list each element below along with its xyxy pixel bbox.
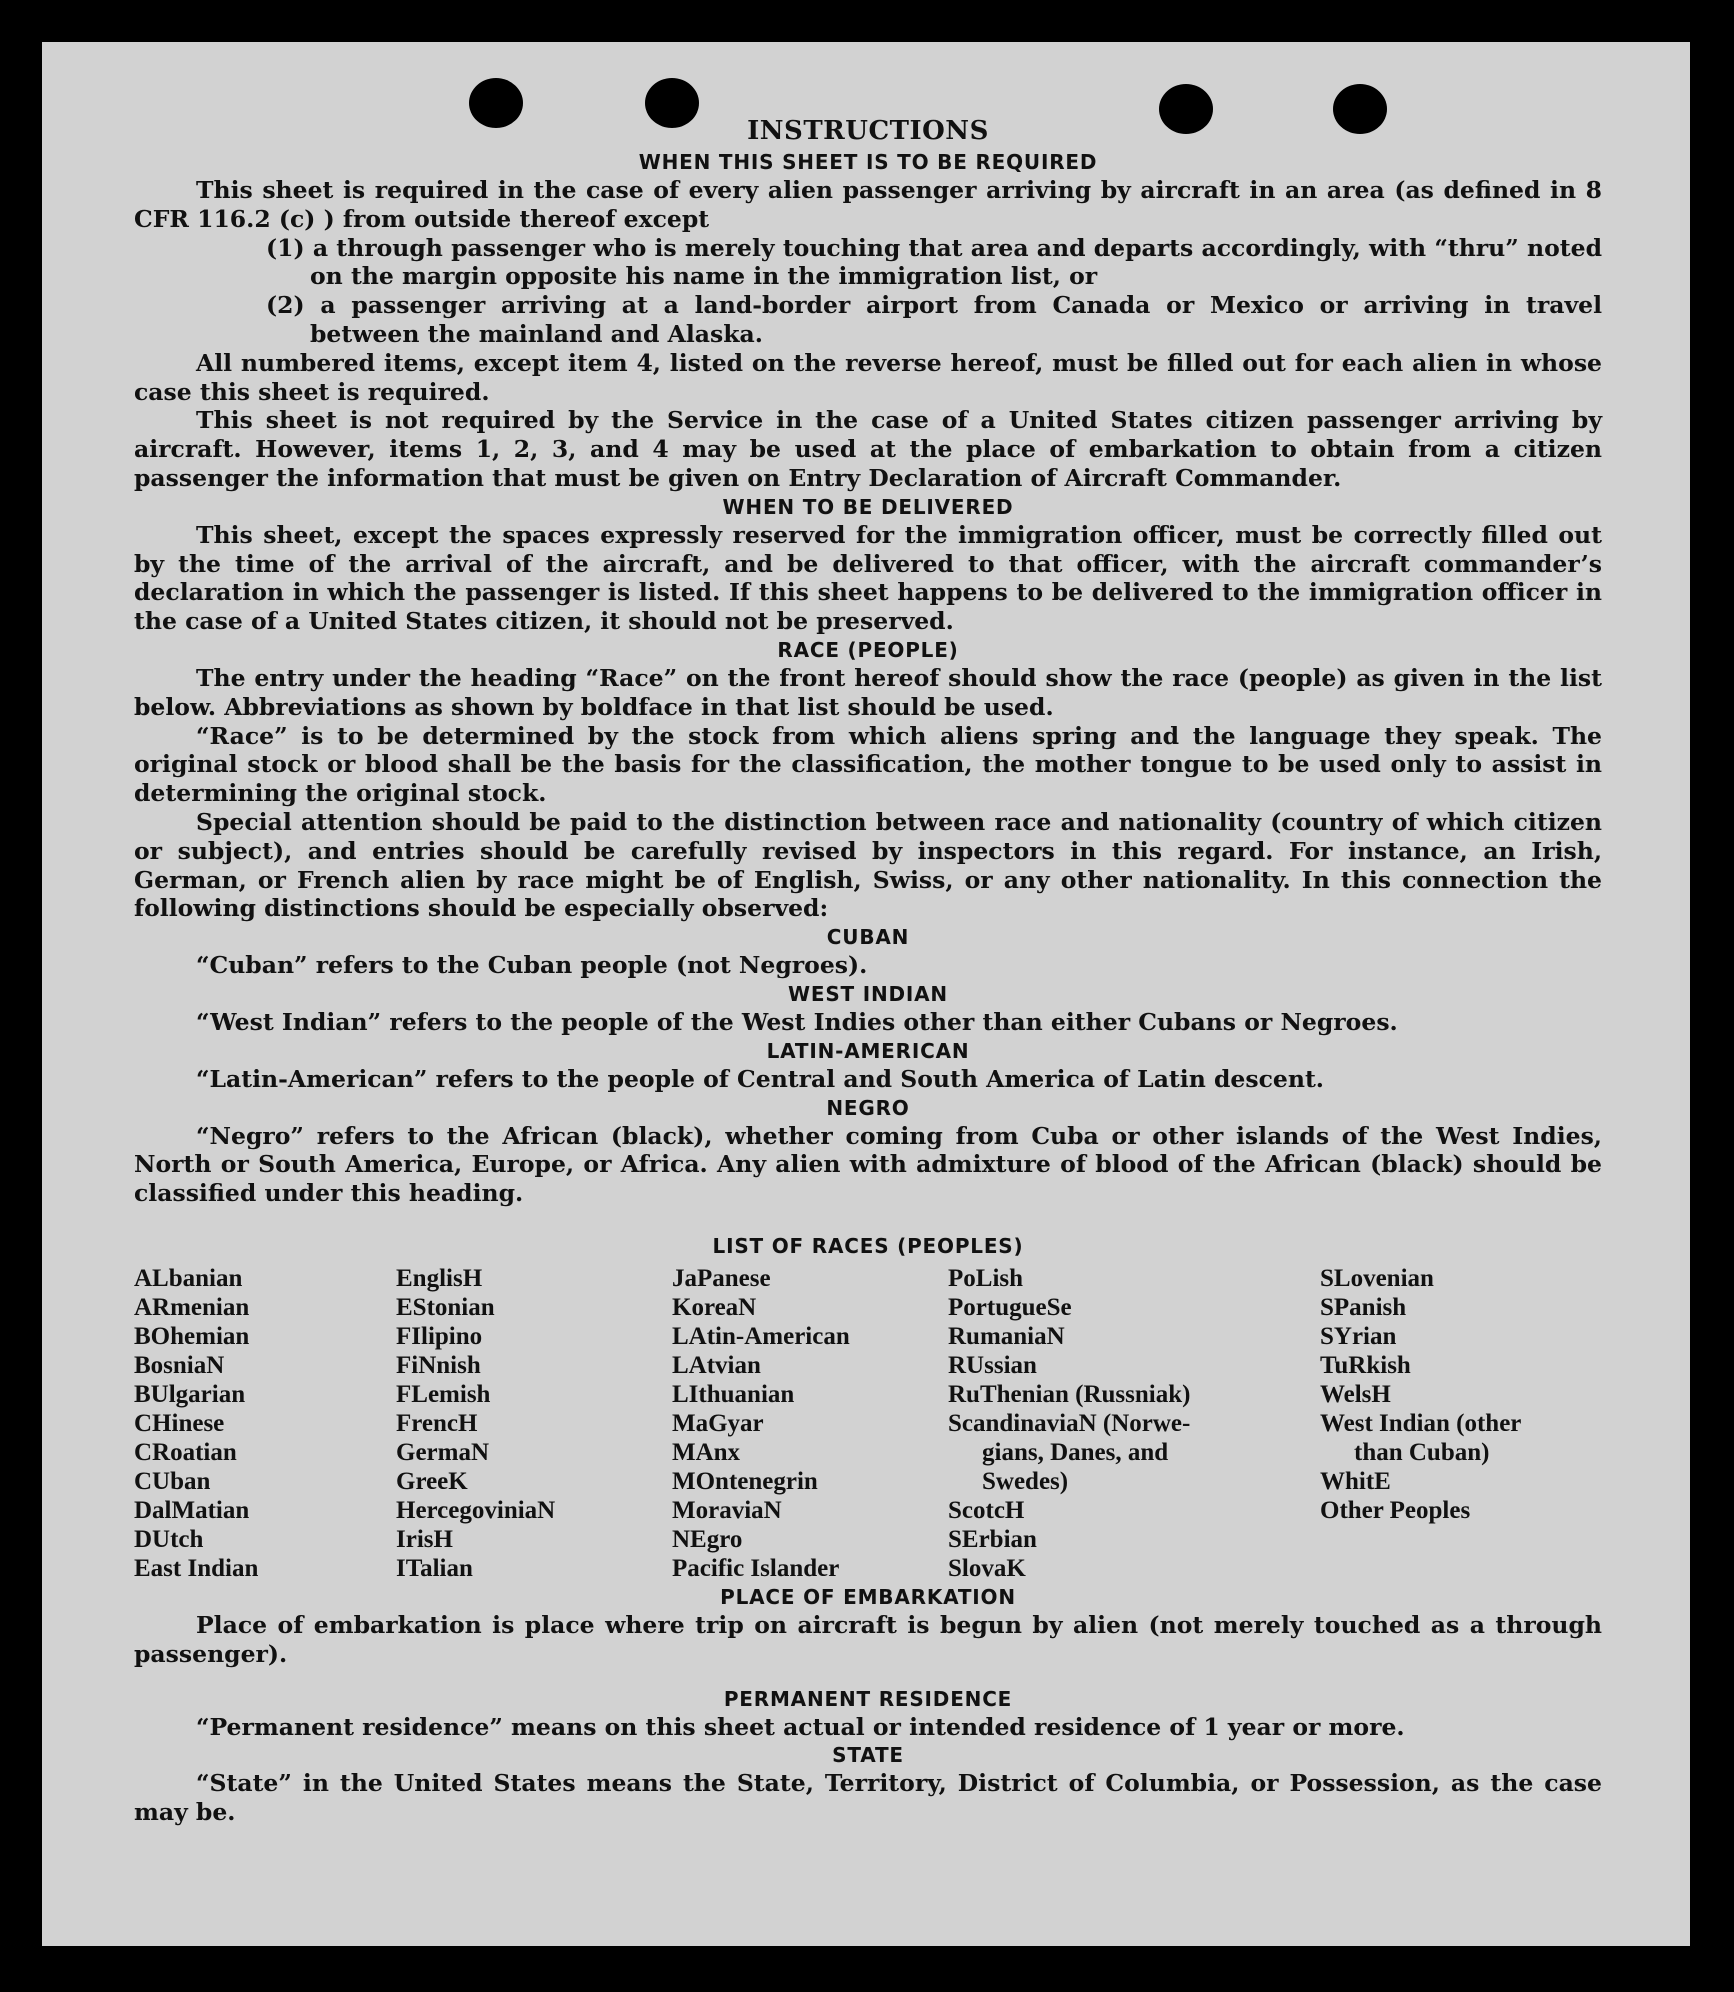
heading-permanent-residence: PERMANENT RESIDENCE [723,1686,1013,1711]
race-entry: BUlgarian [134,1380,246,1408]
race-entry: BosniaN [134,1351,225,1379]
races-column-2 [396,1264,672,1583]
paragraph-required: This sheet is required in the case of every alien passenger arriving by aircraft in an area (as defined in 8 CFR 116.2 (c) ) from outside thereof except [134,176,1602,233]
race-entry: SPanish [1320,1293,1407,1321]
race-entry: CHinese [134,1409,225,1437]
definition-cuban: “Cuban” refers to the Cuban people (not Negroes). [196,951,868,980]
race-entry: MAnx [672,1438,741,1466]
race-entry: HercegoviniaN [396,1496,556,1524]
race-entry: GreeK [396,1467,468,1495]
race-entry: JaPanese [672,1264,771,1292]
heading-west-indian: WEST INDIAN [788,981,948,1006]
heading-list-of-races: LIST OF RACES (PEOPLES) [712,1233,1024,1258]
race-entry: ScandinaviaN (Norwe- [948,1409,1191,1437]
race-entry: than Cuban) [1354,1438,1490,1466]
paragraph-delivered: This sheet, except the spaces expressly reserved for the immigration officer, must be correctly filled out by the time of the arrival of the aircraft, and be delivered to that officer, with the aircraft commander’s declaration in which the passenger is listed. If this sheet happens to be delivered to the immigration officer in the case of a United States citizen, it should not be preserved. [134,520,1602,636]
race-entry: EnglisH [396,1264,483,1292]
race-entry: MaGyar [672,1409,764,1437]
race-entry: CRoatian [134,1438,237,1466]
race-entry: MoraviaN [672,1496,782,1524]
page-title: INSTRUCTIONS [747,116,989,146]
definition-permanent-residence: “Permanent residence” means on this sheet actual or intended residence of 1 year or more. [196,1712,1405,1741]
race-entry: Pacific Islander [672,1554,840,1582]
race-entry: EStonian [396,1293,495,1321]
races-column-1 [134,1264,396,1583]
race-entry: gians, Danes, and [982,1438,1169,1466]
section-heading-race: RACE (PEOPLE) [777,637,959,662]
race-entry: CUban [134,1467,211,1495]
paragraph-race-nationality: Special attention should be paid to the distinction between race and nationality (country of which citizen or subject), and entries should be carefully revised by inspectors in this regard. For instance, an Irish, German, or French alien by race might be of English, Swiss, or any other nationality. In this connection the following distinctions should be especially observed: [134,807,1602,923]
race-entry: GermaN [396,1438,490,1466]
race-entry: PoLish [948,1264,1024,1292]
races-column-5 [1320,1264,1602,1583]
definition-embarkation: Place of embarkation is place where trip on aircraft is begun by alien (not merely touched as a through passenger). [134,1610,1602,1668]
race-entry: FrencH [396,1409,478,1437]
race-entry: IrisH [396,1525,453,1553]
race-entry: SlovaK [948,1554,1026,1582]
race-entry: LAtin-American [672,1322,850,1350]
heading-state: STATE [832,1743,904,1768]
heading-negro: NEGRO [826,1095,910,1120]
race-entry: TuRkish [1320,1351,1411,1379]
race-entry: BOhemian [134,1322,250,1350]
race-entry: RumaniaN [948,1322,1065,1350]
definition-state: “State” in the United States means the State, Territory, District of Columbia, or Possession, as the case may be. [134,1769,1602,1827]
race-entry: West Indian (other [1320,1409,1522,1437]
race-entry: FiNnish [396,1351,481,1379]
race-entry: SYrian [1320,1322,1397,1350]
race-entry: SErbian [948,1525,1037,1553]
race-entry: KoreaN [672,1293,757,1321]
race-entry: DUtch [134,1525,204,1553]
section-heading-required: WHEN THIS SHEET IS TO BE REQUIRED [638,150,1098,174]
exception-item-2: (2) a passenger arriving at a land-border airport from Canada or Mexico or arriving in travel between the mainland and Alaska. [266,291,1602,348]
race-entry: WelsH [1320,1380,1391,1408]
instructions-text [134,108,1602,1827]
race-entry: Other Peoples [1320,1496,1471,1524]
paragraph-race-stock: “Race” is to be determined by the stock from which aliens spring and the language they speak. The original stock or blood shall be the basis for the classification, the mother tongue to be used only to assist in determining the original stock. [134,721,1602,808]
paragraph-numbered-items: All numbered items, except item 4, listed on the reverse hereof, must be filled out for each alien in whose case this sheet is required. [134,348,1602,406]
races-column-3 [672,1264,948,1583]
race-entry: LAtvian [672,1351,761,1379]
section-heading-delivered: WHEN TO BE DELIVERED [722,494,1014,519]
paragraph-citizen: This sheet is not required by the Service in the case of a United States citizen passenger arriving by aircraft. However, items 1, 2, 3, and 4 may be used at the place of embarkation to obtain from a citizen passenger the information that must be given on Entry Declaration of Aircraft Commander. [134,406,1602,492]
race-entry: WhitE [1320,1467,1391,1495]
document-sheet [42,42,1690,1946]
race-entry: ARmenian [134,1293,250,1321]
definition-negro: “Negro” refers to the African (black), whether coming from Cuba or other islands of the West Indies, North or South America, Europe, or Africa. Any alien with admixture of blood of the African (black) should be classified under this heading. [134,1121,1602,1208]
race-entry: RUssian [948,1351,1037,1379]
race-entry: PortugueSe [948,1293,1072,1321]
race-entry: NEgro [672,1525,743,1553]
races-column-4 [948,1264,1320,1583]
race-entry: FLemish [396,1380,491,1408]
race-entry: ALbanian [134,1264,243,1292]
race-entry: Swedes) [982,1467,1069,1495]
definition-latin-american: “Latin-American” refers to the people of Central and South America of Latin descent. [196,1064,1324,1093]
heading-embarkation: PLACE OF EMBARKATION [720,1584,1016,1609]
race-entry: FIlipino [396,1322,483,1350]
heading-latin-american: LATIN-AMERICAN [766,1038,970,1063]
heading-cuban: CUBAN [826,925,910,950]
race-entry: MOntenegrin [672,1467,818,1495]
race-entry: East Indian [134,1554,259,1582]
race-entry: LIthuanian [672,1380,795,1408]
paragraph-race-entry: The entry under the heading “Race” on the front hereof should show the race (people) as given in the list below. Abbreviations as shown by boldface in that list should be used. [134,663,1602,721]
race-entry: DalMatian [134,1496,250,1524]
race-entry: ScotcH [948,1496,1025,1524]
race-entry: ITalian [396,1554,473,1582]
exception-item-1: (1) a through passenger who is merely touching that area and departs accordingly, with “thru” noted on the margin opposite his name in the immigration list, or [266,233,1602,291]
race-entry: RuThenian (Russniak) [948,1380,1191,1408]
races-table [134,1264,1602,1583]
race-entry: SLovenian [1320,1264,1434,1292]
definition-west-indian: “West Indian” refers to the people of the West Indies other than either Cubans or Negroes. [196,1007,1398,1036]
